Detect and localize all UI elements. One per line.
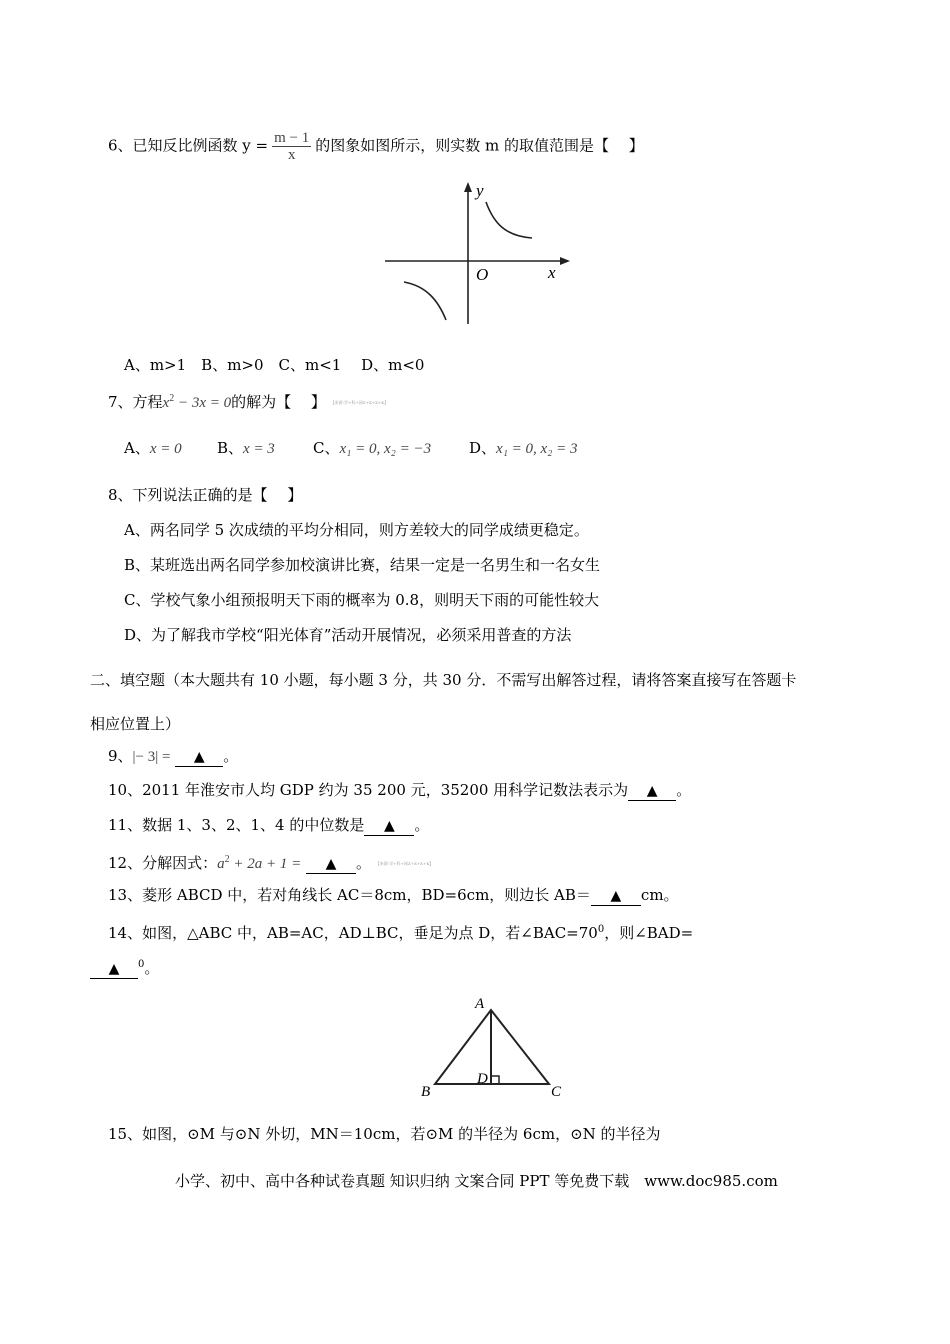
q13-suffix: cm。 [640,886,679,904]
q14-label-a: A [475,996,485,1012]
q12-suffix: 。 [356,854,372,872]
q11-text: 11、数据 1、3、2、1、4 的中位数是 [108,816,365,834]
q14-sup: 0 [597,924,605,935]
q7-option-d [469,438,578,459]
q6-frac-num: m − 1 [274,130,310,146]
q6-curve-q3 [404,282,446,320]
q6-options: A、m>1 B、m>0 C、m<1 D、m<0 [124,356,425,374]
q10 [108,780,691,801]
q14-label-c: C [551,1084,562,1100]
q12-source-note: 【来源:学+科+网Z+X+X+K】 [375,861,434,866]
q11 [108,815,429,836]
q12-expr-a: a [217,856,225,872]
q14 [108,920,693,943]
q14-label-d: D [477,1071,488,1087]
q6-curve-q1 [486,202,532,238]
q12-expr-sup: 2 [224,854,230,865]
q8-stem: 8、下列说法正确的是【 】 [108,486,303,504]
q7-opt-d-value: x₁ = 0, x₂ = 3 [496,441,578,457]
page-footer: 小学、初中、高中各种试卷真题 知识归纳 文案合同 PPT 等免费下载 www.doc985.com [175,1172,778,1190]
q7-option-b [217,438,275,459]
q15: 15、如图，⊙M 与⊙N 外切，MN＝10cm，若⊙M 的半径为 6cm，⊙N 的半径为 [108,1125,661,1143]
q8-option-a: A、两名同学 5 次成绩的平均分相同，则方差较大的同学成绩更稳定。 [124,521,589,539]
q7-eq-x: x [162,395,170,411]
q7-suffix: 的解为【 】 [231,393,326,411]
q14-text: 14、如图，△ABC 中，AB=AC，AD⊥BC，垂足为点 D，若∠BAC=70 [108,924,598,942]
q14-answer-blank: ▲ [90,960,138,979]
q12-prefix: 12、分解因式： [108,854,218,872]
q6-hyperbola-figure [380,174,580,330]
q6-x-arrow-icon [560,257,570,265]
q9-prefix: 9、 [108,747,133,765]
q13-text: 13、菱形 ABCD 中，若对角线长 AC＝8cm，BD=6cm，则边长 AB＝ [108,886,591,904]
q6-y-arrow-icon [464,182,472,192]
q14-right-angle-mark [491,1076,499,1084]
q14-label-b: B [421,1084,431,1100]
q8-option-d: D、为了解我市学校“阳光体育”活动开展情况，必须采用普查的方法 [124,626,572,644]
q7-opt-a-label: A、 [124,439,150,457]
q6-frac-den: x [287,147,296,163]
q9 [108,746,238,767]
q14-suffix: 。 [144,959,160,977]
q12 [108,850,433,874]
q13-answer-blank: ▲ [591,887,641,906]
q6-label-y: y [476,181,484,200]
section2-heading-cont: 相应位置上） [90,715,181,733]
q10-answer-blank: ▲ [628,782,676,801]
q7-prefix: 7、方程 [108,393,163,411]
q6-fraction [272,130,311,163]
section2-heading: 二、填空题（本大题共有 10 小题，每小题 3 分，共 30 分．不需写出解答过程，请将答案直接写在答题卡 [90,671,797,689]
q14-text2: ，则∠BAD= [604,924,694,942]
q12-expr-rest: + 2a + 1 = [229,856,302,872]
q13 [108,885,679,906]
q7-eq-sup: 2 [169,393,175,404]
q9-suffix: 。 [223,747,239,765]
q14-cont [90,955,159,979]
q10-suffix: 。 [676,781,692,799]
q7-source-note: 【来源:学+科+网Z+X+X+K】 [330,400,389,405]
q7-stem [108,389,388,413]
q7-opt-a-value: x = 0 [149,441,182,457]
q6-suffix: 的图象如图所示，则实数 m 的取值范围是【 】 [315,136,644,155]
q6-label-o: O [476,265,489,284]
q9-answer-blank: ▲ [175,748,223,767]
q9-expr: |− 3| = [132,749,171,765]
q7-opt-b-value: x = 3 [243,441,275,457]
q7-opt-c-label: C、 [313,439,340,457]
q11-answer-blank: ▲ [364,817,414,836]
q12-answer-blank: ▲ [306,855,356,874]
q7-option-c [313,438,431,459]
q7-opt-d-label: D、 [469,439,497,457]
q11-suffix: 。 [414,816,430,834]
q6-label-x: x [548,263,556,282]
q8-option-c: C、学校气象小组预报明天下雨的概率为 0.8，则明天下雨的可能性较大 [124,591,600,609]
q14-triangle-figure [415,992,575,1104]
q7-option-a [124,438,182,459]
q8-option-b: B、某班选出两名同学参加校演讲比赛，结果一定是一名男生和一名女生 [124,556,601,574]
q6-stem [108,130,644,163]
q10-text: 10、2011 年淮安市人均 GDP 约为 35 200 元，35200 用科学记数法表示为 [108,781,629,799]
q7-opt-b-label: B、 [217,439,244,457]
q6-prefix: 6、已知反比例函数 y = [108,136,269,155]
q14-degree: 0 [138,959,145,970]
q7-opt-c-value: x₁ = 0, x₂ = −3 [339,441,432,457]
q7-eq-rest: − 3x = 0 [174,395,232,411]
